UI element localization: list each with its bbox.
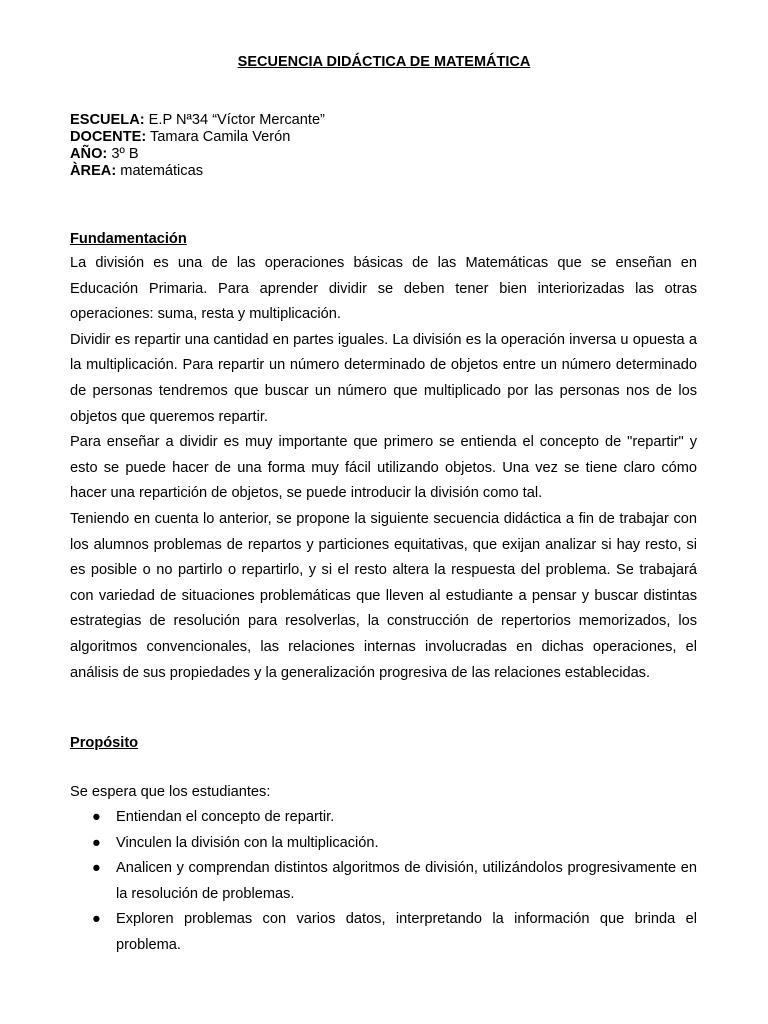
- list-item-text: Exploren problemas con varios datos, interpretando la información que brinda el problema.: [116, 911, 697, 953]
- info-docente: [70, 129, 325, 146]
- list-item: [70, 805, 697, 831]
- info-label: AÑO:: [70, 146, 108, 162]
- header-info: [70, 112, 325, 180]
- info-value: matemáticas: [120, 163, 204, 179]
- bullet-icon: ●: [92, 860, 101, 877]
- info-area: [70, 163, 325, 180]
- bullet-icon: ●: [92, 809, 101, 825]
- list-item-text: Vinculen la división con la multiplicación.: [116, 834, 379, 851]
- info-label: DOCENTE:: [70, 129, 147, 145]
- list-item: [70, 831, 697, 857]
- list-item: [70, 856, 697, 907]
- info-value: Tamara Camila Verón: [150, 129, 291, 145]
- list-item: [70, 907, 697, 958]
- paragraph: Teniendo en cuenta lo anterior, se propone la siguiente secuencia didáctica a fin de trabajar con los alumnos problemas de repartos y particiones equitativas, que exijan analizar si hay resto, si es posible o no partirlo o repartirlo, y si el resto altera la respuesta del problema. Se trabajará con variedad de situaciones problemáticas que lleven al estudiante a pensar y buscar distintas estrategias de resolución para resolverlas, la construcción de repertorios memorizados, los algoritmos convencionales, las relaciones internas involucradas en dichas operaciones, el análisis de sus propiedades y la generalización progresiva de las relaciones establecidas.: [70, 510, 697, 681]
- info-value: 3º B: [111, 146, 139, 162]
- info-label: ÀREA:: [70, 163, 117, 179]
- proposito-intro: Se espera que los estudiantes:: [70, 784, 271, 800]
- fundamentacion-body: [70, 251, 697, 686]
- paragraph: Dividir es repartir una cantidad en partes iguales. La división es la operación inversa u opuesta a la multiplicación. Para repartir un número determinado de objetos entre un número determinado de personas tendremos que buscar un número que multiplicado por las personas nos de los objetos que queremos repartir.: [70, 331, 697, 425]
- proposito-heading: Propósito: [70, 735, 139, 751]
- proposito-list: [70, 805, 697, 959]
- list-item-text: Analicen y comprendan distintos algoritmos de división, utilizándolos progresivamente en la resolución de problemas.: [116, 860, 697, 902]
- list-item-text: Entiendan el concepto de repartir.: [116, 809, 335, 825]
- info-anio: [70, 146, 325, 163]
- document-title: SECUENCIA DIDÁCTICA DE MATEMÁTICA: [237, 54, 531, 70]
- bullet-icon: ●: [92, 911, 101, 928]
- paragraph: La división es una de las operaciones básicas de las Matemáticas que se enseñan en Educación Primaria. Para aprender dividir se deben tener bien interiorizadas las otras operaciones: suma, resta y multiplicación.: [70, 255, 697, 323]
- bullet-icon: ●: [92, 834, 101, 851]
- fundamentacion-heading: Fundamentación: [70, 231, 187, 247]
- info-label: ESCUELA:: [70, 112, 145, 128]
- info-escuela: [70, 112, 325, 129]
- info-value: E.P Nª34 “Víctor Mercante”: [148, 112, 325, 128]
- paragraph: Para enseñar a dividir es muy importante que primero se entienda el concepto de "repartir" y esto se puede hacer de una forma muy fácil utilizando objetos. Una vez se tiene claro cómo hacer una repartición de objetos, se puede introducir la división como tal.: [70, 434, 697, 502]
